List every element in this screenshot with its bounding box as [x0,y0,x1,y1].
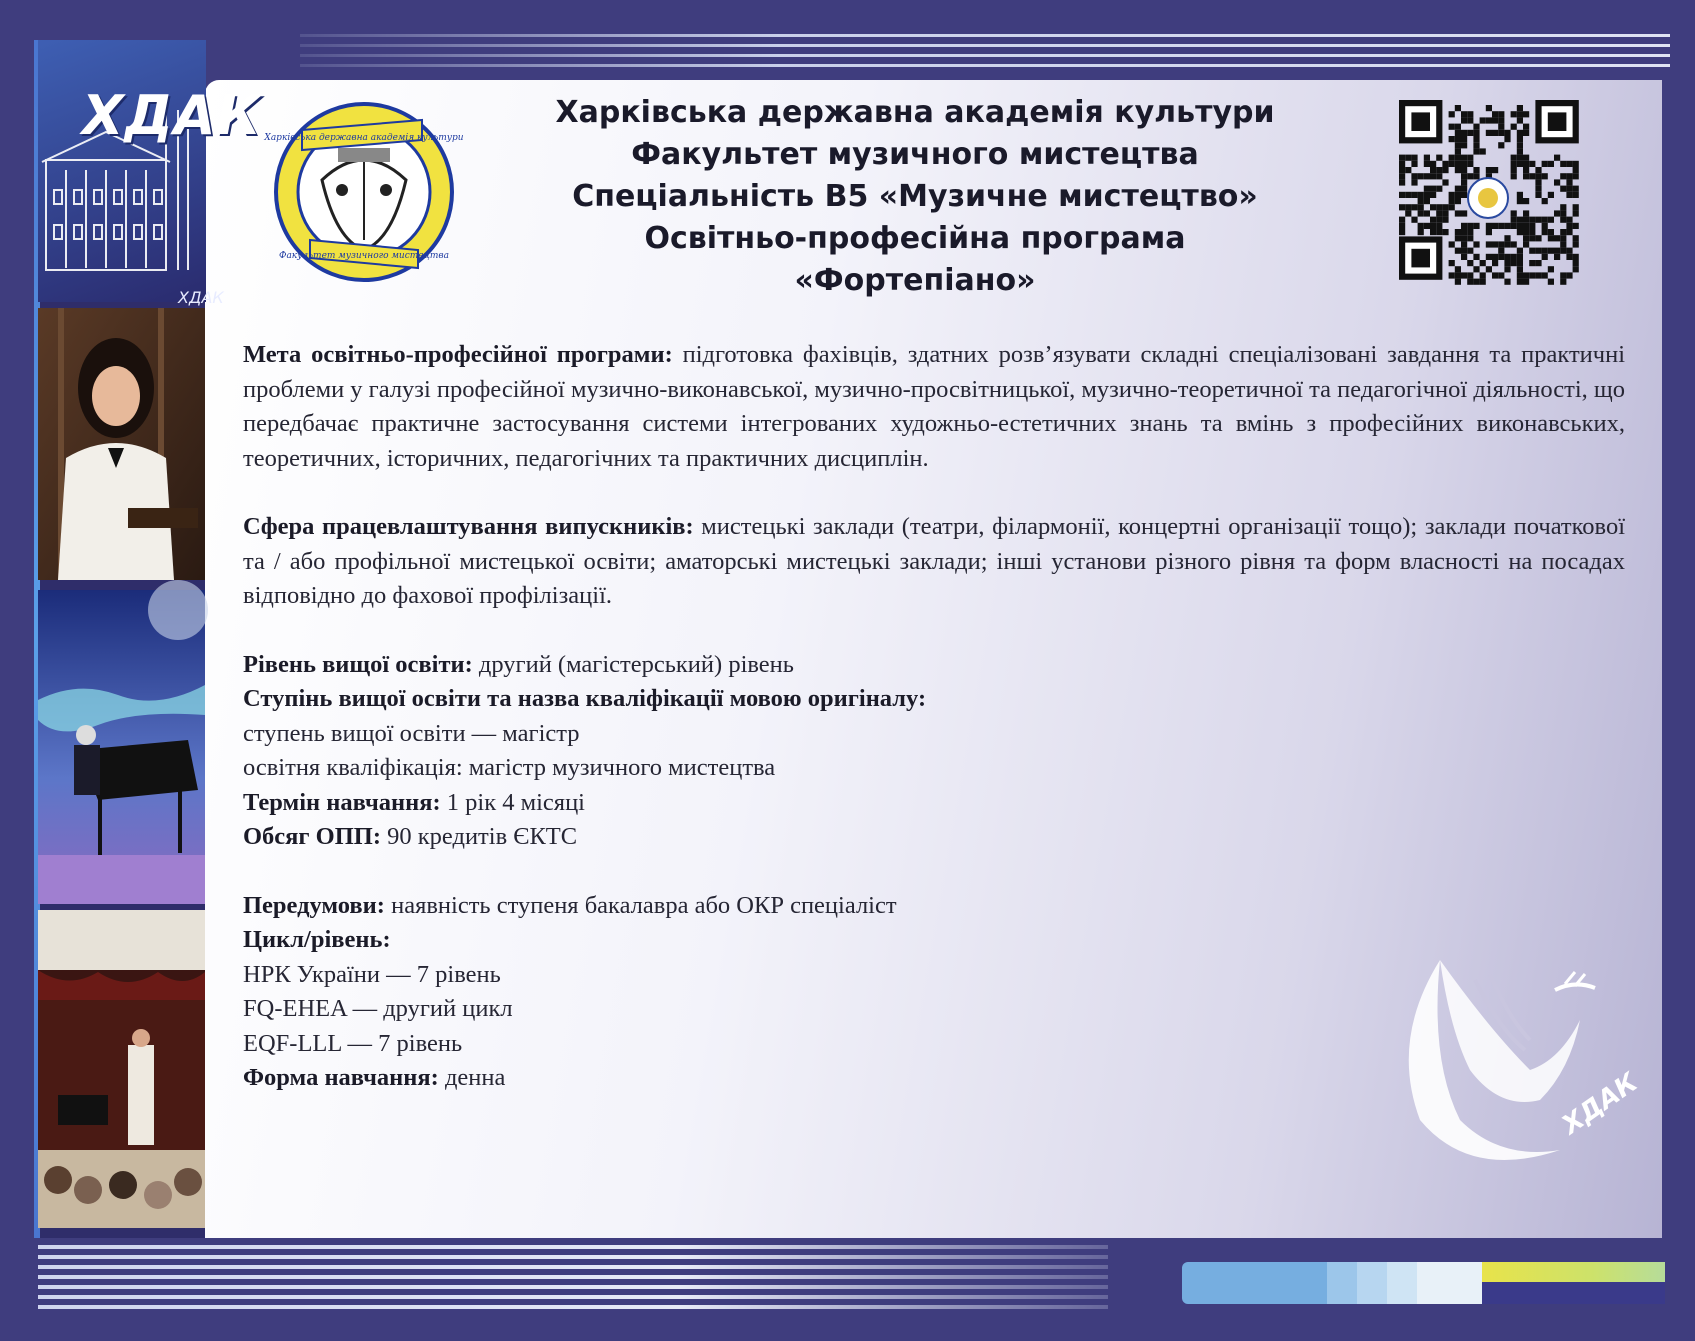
study-duration: Термін навчання: 1 рік 4 місяці [243,788,585,816]
cycle-label: Цикл/рівень: [243,926,391,953]
education-level: Рівень вищої освіти: другий (магістерський) рівень [243,650,794,678]
cycle-item-nrk: НРК України — 7 рівень [243,960,501,988]
academy-logo-block [38,40,262,307]
dove-logo-text: ХДАК [1556,1067,1644,1141]
goal-text: підготовка фахівців, здатних розв’язувати складні спеціалізовані завдання та практичні проблеми у галузі професійної музично-виконавської, музично-просвітницької, музично-теоретичної та педагогічної діяльності, що передбачає практичне застосування системи інтегрованих художньо-естетичних знань та вмінь з професійних виконавських, теоретичних, історичних, педагогічних та практичних дисциплін. [243,341,1626,472]
emblem-bottom-text: Факультет музичного мистецтва [278,251,450,261]
emblem-top-text: Харківська державна академія культури [264,133,464,143]
cycle-item-eqf-lll: EQF-LLL — 7 рівень [243,1029,463,1057]
qr-code-icon[interactable] [1397,98,1579,292]
dove-logo-icon [1380,920,1644,1180]
header-specialty: Спеціальність В5 «Музичне мистецтво» [572,179,1258,214]
academy-building-icon [38,40,206,302]
photo-woman-with-book [38,308,205,580]
logo-small-text: ХДАК [178,288,224,307]
prerequisites: Передумови: наявність ступеня бакалавра або ОКР спеціаліст [243,891,897,919]
goal-label: Мета освітньо-професійної програми: [243,341,673,368]
goal-paragraph [243,338,1625,476]
study-form: Форма навчання: денна [243,1064,506,1091]
employment-text: мистецькі заклади (театри, філармонії, концертні організації тощо); заклади початкової та / або профільної мистецької освіти; аматорські мистецькі заклади; інші установи різного рівня та форм власності на посадах відповідно до фахової профілізації. [243,513,1626,609]
cycle-item-fq-ehea: FQ-EHEA — другий цикл [243,995,513,1022]
header-program-type: Освітньо-професійна програма [644,221,1186,256]
logo-title: ХДАК [82,84,262,147]
page-header [540,92,1290,302]
header-academy: Харківська державна академія культури [555,95,1275,130]
header-faculty: Факультет музичного мистецтва [631,137,1199,172]
employment-paragraph [243,510,1625,614]
qualification-value: освітня кваліфікація: магістр музичного мистецтва [243,754,776,781]
bottom-decorative-stripes [38,1245,1108,1315]
header-program-name: «Фортепіано» [794,263,1036,298]
degree-value: ступень вищої освіти — магістр [243,719,580,747]
photo-concert-hall [38,910,205,1228]
degree-title: Ступінь вищої освіти та назва кваліфікації мовою оригіналу: [243,685,927,712]
photo-pianist-on-stage [38,590,205,904]
faculty-emblem [264,100,464,284]
employment-label: Сфера працевлаштування випускників: [243,513,694,540]
program-volume: Обсяг ОПП: 90 кредитів ЄКТС [243,823,578,850]
